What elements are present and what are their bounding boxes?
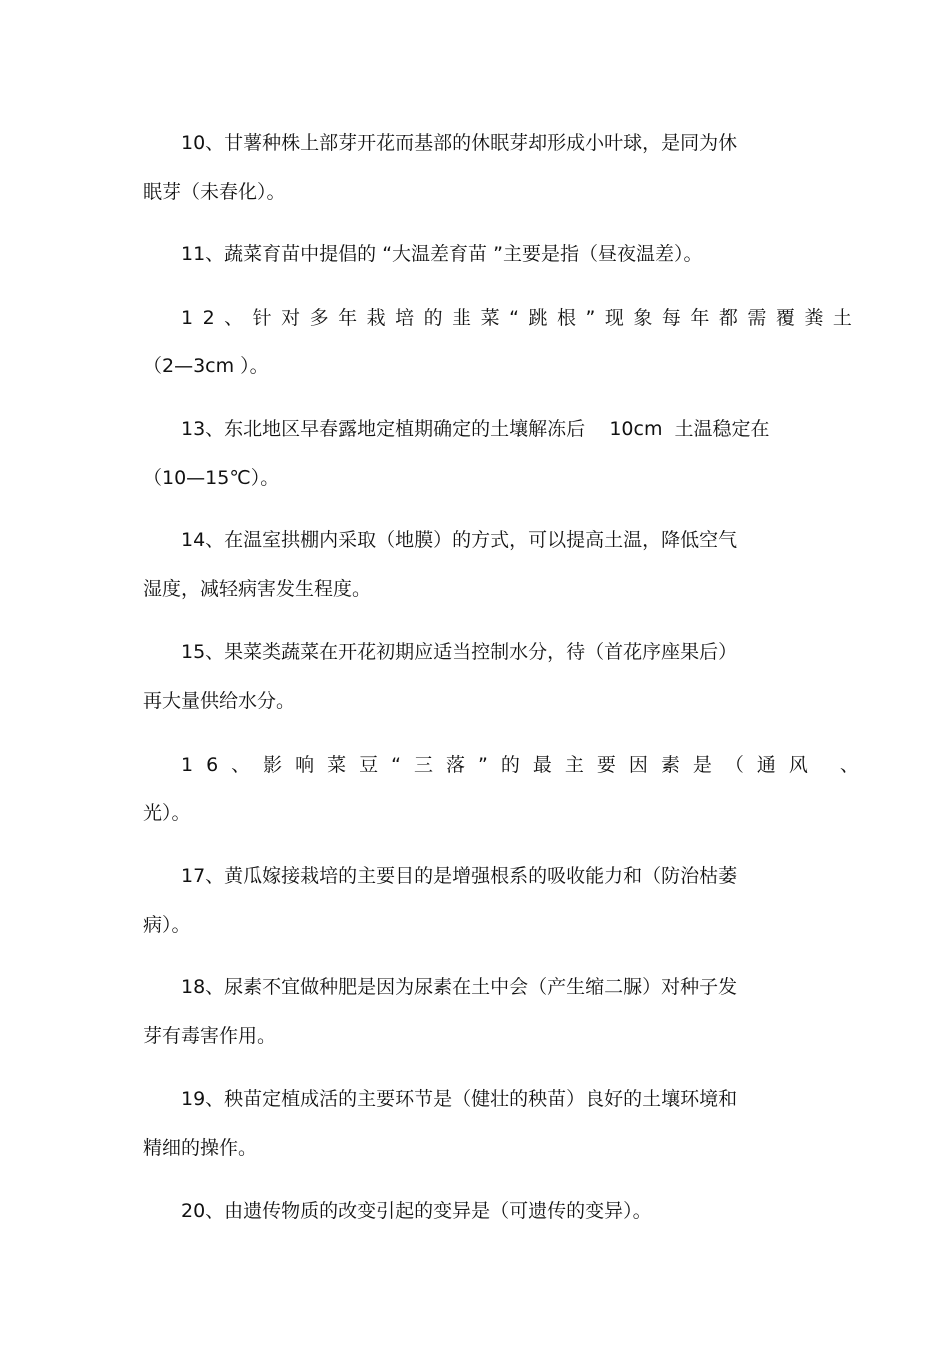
item-19-line-2: 精细的操作。 bbox=[143, 1137, 258, 1159]
item-16-line-2: 光）。 bbox=[143, 802, 191, 824]
item-18-line-1: 18、尿素不宜做种肥是因为尿素在土中会（产生缩二脲）对种子发 bbox=[181, 976, 738, 998]
item-15-line-1: 15、果菜类蔬菜在开花初期应适当控制水分，待（首花序座果后） bbox=[181, 641, 738, 663]
item-16-line-1: 16、影响菜豆“三落”的最主要因素是（通风 、 bbox=[181, 754, 872, 776]
item-20-line-1: 20、由遗传物质的改变引起的变异是（可遗传的变异）。 bbox=[181, 1200, 652, 1222]
item-17-line-2: 病）。 bbox=[143, 914, 191, 936]
item-12-line-2: （2—3cm ）。 bbox=[143, 355, 269, 377]
item-10-line-2: 眠芽（未春化）。 bbox=[143, 181, 286, 203]
item-12-line-1: 12、针对多年栽培的韭菜“跳根”现象每年都需覆粪土 bbox=[181, 307, 862, 329]
item-11-line-1: 11、蔬菜育苗中提倡的 “大温差育苗 ”主要是指（昼夜温差）。 bbox=[181, 243, 703, 265]
item-15-line-2: 再大量供给水分。 bbox=[143, 690, 296, 712]
item-17-line-1: 17、黄瓜嫁接栽培的主要目的是增强根系的吸收能力和（防治枯萎 bbox=[181, 865, 738, 887]
item-13-line-2: （10—15℃）。 bbox=[143, 467, 280, 489]
item-14-line-2: 湿度，减轻病害发生程度。 bbox=[143, 578, 372, 600]
item-13-line-1: 13、东北地区早春露地定植期确定的土壤解冻后 10cm 土温稳定在 bbox=[181, 418, 770, 440]
item-18-line-2: 芽有毒害作用。 bbox=[143, 1025, 277, 1047]
item-14-line-1: 14、在温室拱棚内采取（地膜）的方式，可以提高土温，降低空气 bbox=[181, 529, 738, 551]
item-19-line-1: 19、秧苗定植成活的主要环节是（健壮的秧苗）良好的土壤环境和 bbox=[181, 1088, 738, 1110]
item-10-line-1: 10、甘薯种株上部芽开花而基部的休眠芽却形成小叶球，是同为休 bbox=[181, 132, 738, 154]
